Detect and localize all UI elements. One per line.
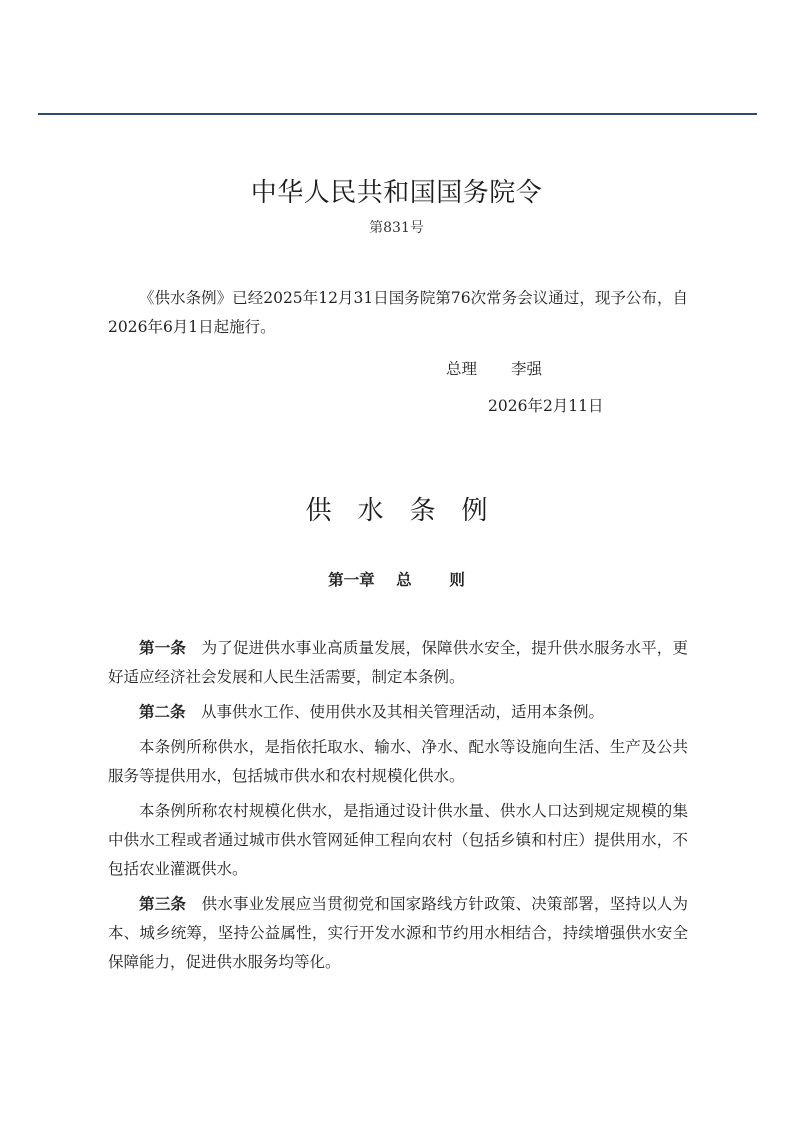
chapter-heading: 第一章 总 则 xyxy=(328,571,465,589)
articles xyxy=(108,634,688,983)
signer-title: 总理 xyxy=(446,360,478,378)
signer-name: 李强 xyxy=(511,360,543,378)
article-text: 本条例所称供水，是指依托取水、输水、净水、配水等设施向生活、生产及公共服务等提供用水，包括城市供水和农村规模化供水。 xyxy=(108,738,688,785)
order-number: 第831号 xyxy=(369,220,424,236)
article-paragraph xyxy=(108,733,688,791)
article-label: 第一条 xyxy=(139,639,187,657)
article-text: 为了促进供水事业高质量发展，保障供水安全，提升供水服务水平，更好适应经济社会发展和人民生活需要，制定本条例。 xyxy=(108,639,688,686)
sign-date: 2026年2月11日 xyxy=(488,397,604,415)
article-label: 第二条 xyxy=(139,703,186,721)
regulation-title: 供水条例 xyxy=(305,496,514,526)
header-rule xyxy=(38,113,757,115)
signer xyxy=(446,357,542,379)
article-label: 第三条 xyxy=(139,895,187,913)
article-paragraph xyxy=(108,797,688,884)
article-paragraph xyxy=(108,634,688,692)
article-text: 本条例所称农村规模化供水，是指通过设计供水量、供水人口达到规定规模的集中供水工程或者通过城市供水管网延伸工程向农村（包括乡镇和村庄）提供用水，不包括农业灌溉供水。 xyxy=(108,802,688,878)
decree-text: 《供水条例》已经2025年12月31日国务院第76次常务会议通过，现予公布，自2026年6月1日起施行。 xyxy=(108,289,688,336)
article-text: 从事供水工作、使用供水及其相关管理活动，适用本条例。 xyxy=(201,703,605,721)
article-paragraph xyxy=(108,698,688,727)
order-title: 中华人民共和国国务院令 xyxy=(250,178,543,208)
article-paragraph xyxy=(108,890,688,977)
article-text: 供水事业发展应当贯彻党和国家路线方针政策、决策部署，坚持以人为本、城乡统筹，坚持公益属性，实行开发水源和节约用水相结合，持续增强供水安全保障能力，促进供水服务均等化。 xyxy=(108,895,688,971)
